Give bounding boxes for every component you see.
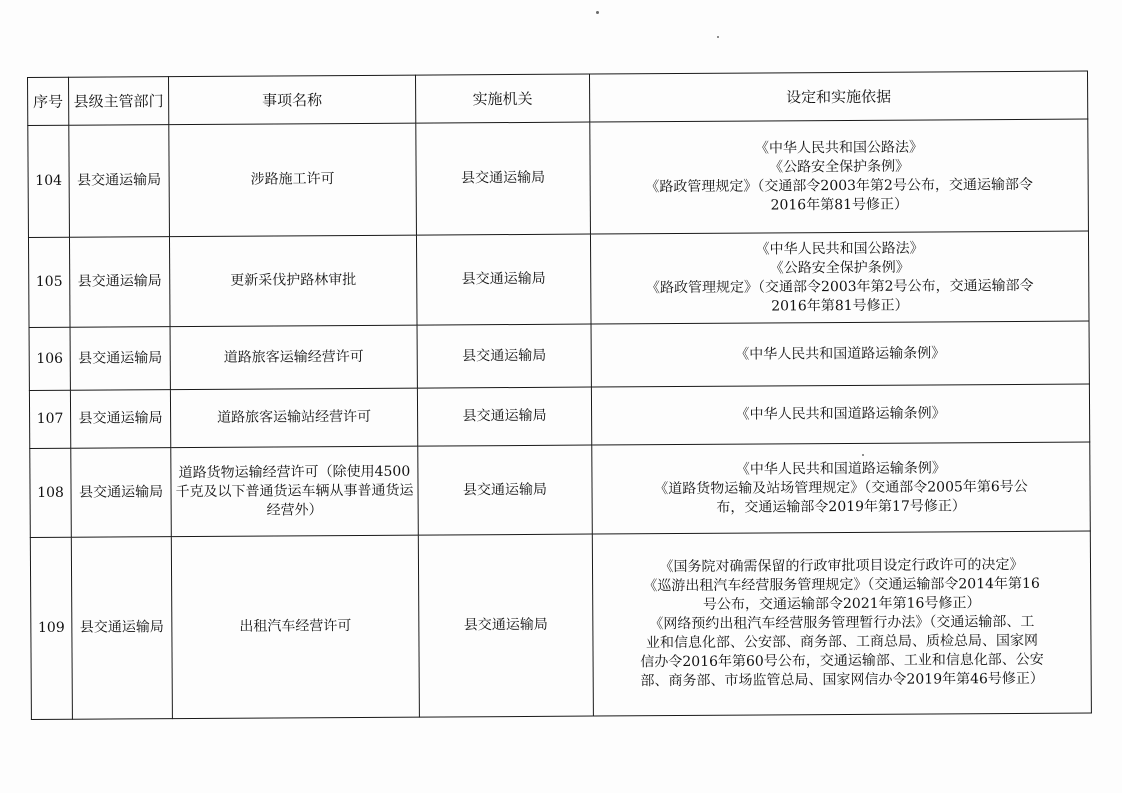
basis-line: 信办令2016年第60号公布，交通运输部、工业和信息化部、公安	[640, 651, 1044, 671]
table-row	[30, 531, 1091, 719]
basis-line: 《中华人民共和国公路法》	[755, 240, 924, 258]
row-item-name: 更新采伐护路林审批	[169, 235, 417, 327]
row-legal-basis	[592, 531, 1091, 716]
row-item-name: 出租汽车经营许可	[171, 535, 419, 719]
row-county-dept: 县交通运输局	[69, 237, 170, 328]
basis-line: 业和信息化部、公安部、商务部、工商总局、质检总局、国家网	[645, 632, 1039, 652]
basis-line: 布，交通运输部令2019年第17号修正）	[716, 497, 966, 516]
basis-line: 部、商务部、市场监管总局、国家网信办令2019年第46号修正）	[640, 670, 1044, 690]
table-row	[28, 119, 1089, 237]
row-implementing-agency: 县交通运输局	[418, 445, 593, 535]
basis-line: 《中华人民共和国道路运输条例》	[735, 344, 946, 363]
basis-line: 2016年第81号修正）	[771, 297, 909, 314]
basis-line: 《公路安全保护条例》	[769, 158, 910, 175]
table-row	[29, 384, 1089, 448]
row-item-name: 道路旅客运输经营许可	[170, 325, 417, 390]
row-seq-no: 107	[29, 390, 70, 448]
row-county-dept: 县交通运输局	[69, 125, 170, 238]
basis-line: 《中华人民共和国道路运输条例》	[735, 405, 946, 423]
table-row	[29, 321, 1089, 390]
administrative-approval-table	[27, 71, 1092, 720]
basis-line: 《道路货物运输及站场管理规定》（交通部令2005年第6号公	[654, 478, 1028, 497]
row-implementing-agency: 县交通运输局	[417, 387, 591, 446]
basis-line: 2016年第81号修正）	[770, 196, 909, 213]
scan-speck	[717, 36, 719, 38]
row-item-name: 道路货物运输经营许可（除使用4500千克及以下普通货运车辆从事普通货运经营外）	[171, 446, 419, 537]
row-county-dept: 县交通运输局	[71, 537, 172, 720]
header-seq-no: 序号	[28, 77, 69, 125]
row-legal-basis	[590, 231, 1089, 324]
row-implementing-agency: 县交通运输局	[416, 234, 591, 325]
basis-line: 《公路安全保护条例》	[769, 259, 910, 276]
row-seq-no: 108	[30, 448, 72, 537]
row-implementing-agency: 县交通运输局	[416, 122, 591, 235]
basis-line: 《中华人民共和国道路运输条例》	[735, 459, 946, 478]
header-legal-basis: 设定和实施依据	[589, 71, 1087, 122]
row-seq-no: 105	[28, 237, 70, 327]
row-seq-no: 104	[28, 125, 70, 237]
row-item-name: 涉路施工许可	[169, 123, 417, 237]
header-item-name: 事项名称	[169, 75, 416, 125]
table-header-row	[28, 71, 1088, 125]
header-county-dept: 县级主管部门	[69, 77, 169, 126]
row-implementing-agency: 县交通运输局	[417, 324, 591, 388]
basis-line: 《国务院对确需保留的行政审批项目设定行政许可的决定》	[659, 556, 1024, 576]
basis-line: 《网络预约出租汽车经营服务管理暂行办法》（交通运输部、工	[649, 613, 1035, 633]
basis-line: 号公布，交通运输部令2021年第16号修正）	[702, 595, 981, 613]
row-seq-no: 109	[30, 537, 72, 719]
scan-speck	[596, 11, 599, 14]
row-legal-basis	[591, 321, 1089, 387]
row-seq-no: 106	[29, 327, 70, 390]
basis-line: 《中华人民共和国公路法》	[754, 139, 923, 157]
row-legal-basis	[592, 442, 1091, 534]
row-item-name: 道路旅客运输站经营许可	[170, 388, 417, 448]
basis-line: 《巡游出租汽车经营服务管理规定》（交通运输部令2014年第16	[643, 575, 1040, 595]
table-row	[30, 442, 1091, 537]
header-implementing-agency: 实施机关	[415, 74, 589, 123]
basis-line: 《路政管理规定》（交通部令2003年第2号公布，交通运输部令	[645, 176, 1033, 195]
table-row	[28, 231, 1089, 327]
row-legal-basis	[591, 384, 1089, 445]
basis-line: 《路政管理规定》（交通部令2003年第2号公布，交通运输部令	[645, 277, 1034, 296]
row-legal-basis	[590, 119, 1089, 234]
row-county-dept: 县交通运输局	[71, 448, 172, 538]
row-implementing-agency: 县交通运输局	[418, 534, 593, 717]
row-county-dept: 县交通运输局	[70, 390, 170, 449]
row-county-dept: 县交通运输局	[70, 327, 170, 391]
